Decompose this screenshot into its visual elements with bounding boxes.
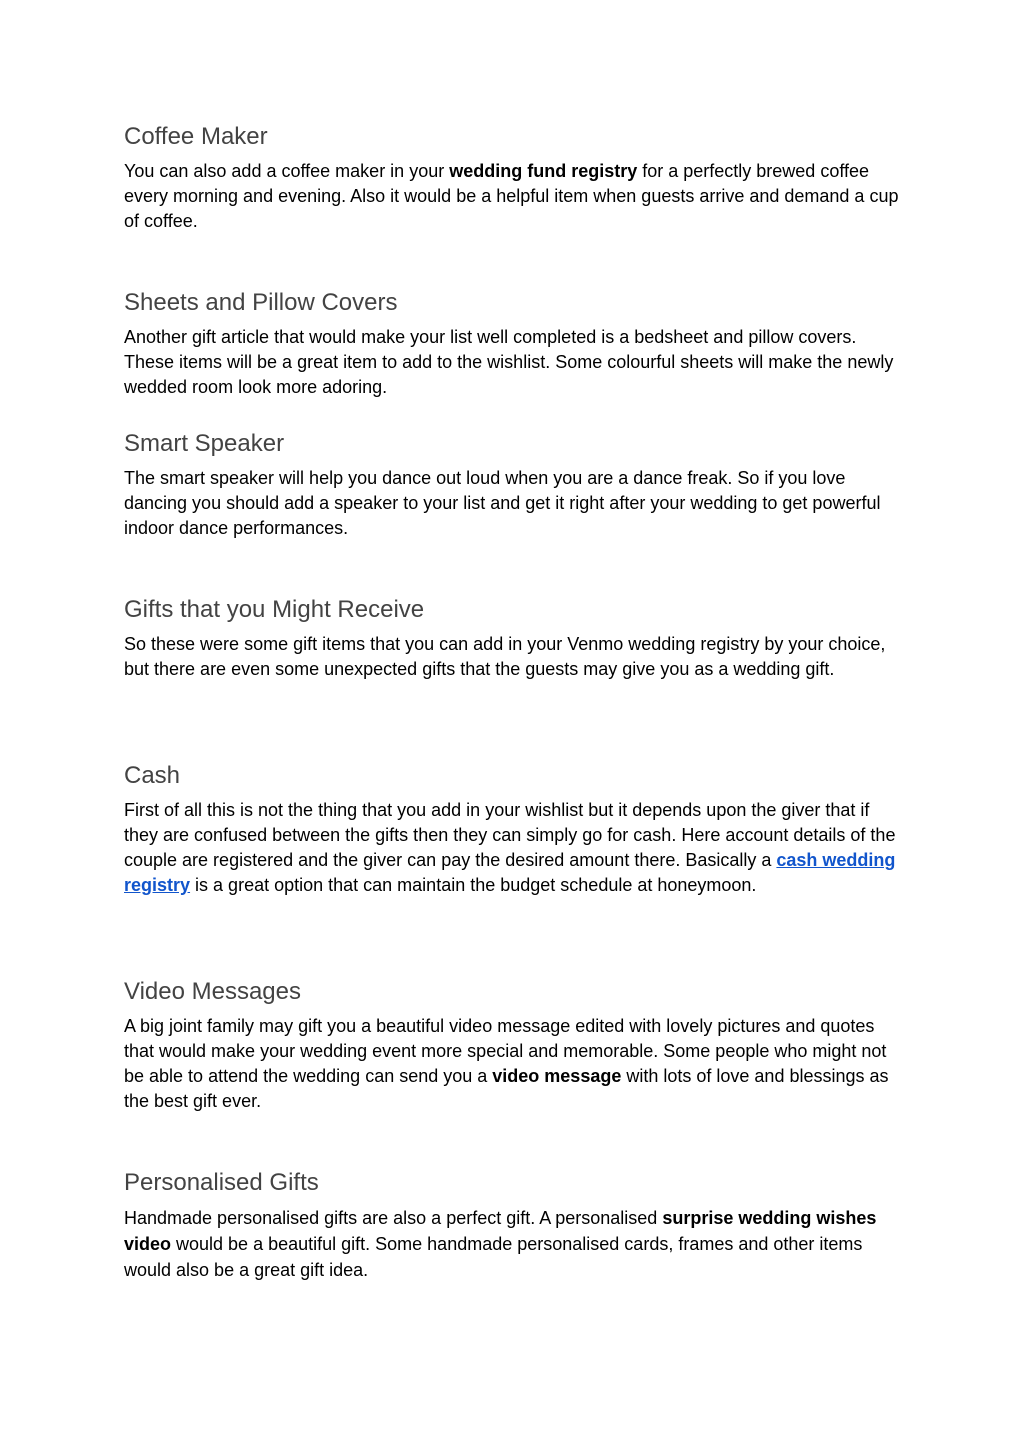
section-body: Handmade personalised gifts are also a perfect gift. A personalised surprise wedding wishes video would be a beautiful gift. Some handmade personalised cards, frames and other items would also be a great gift idea. xyxy=(124,1208,877,1280)
section-gifts-you-might-receive xyxy=(124,595,904,682)
section-coffee-maker xyxy=(124,122,904,234)
section-heading: Coffee Maker xyxy=(124,123,268,150)
section-sheets-and-pillow-covers xyxy=(124,288,904,400)
section-heading: Smart Speaker xyxy=(124,430,285,457)
section-heading: Video Messages xyxy=(124,978,301,1005)
section-body: A big joint family may gift you a beautiful video message edited with lovely pictures and quotes that would make your wedding event more special and memorable. Some people who might not be able to attend the wedding can send you a video message with lots of love and blessings as the best gift ever. xyxy=(124,1016,889,1111)
section-body: First of all this is not the thing that you add in your wishlist but it depends upon the giver that if they are confused between the gifts then they can simply go for cash. Here account details of the couple are registered and the giver can pay the desired amount there. Basically a cash wedding registry is a great option that can maintain the budget schedule at honeymoon. xyxy=(124,800,896,895)
bold-text: wedding fund registry xyxy=(449,161,638,181)
cash-wedding-registry-link[interactable]: cash wedding registry xyxy=(124,850,896,895)
section-heading: Gifts that you Might Receive xyxy=(124,596,425,623)
section-heading: Sheets and Pillow Covers xyxy=(124,289,398,316)
bold-text: video message xyxy=(492,1066,622,1086)
section-heading: Personalised Gifts xyxy=(124,1169,319,1196)
section-video-messages xyxy=(124,977,904,1114)
section-heading: Cash xyxy=(124,762,181,789)
section-smart-speaker xyxy=(124,429,904,541)
section-body: Another gift article that would make your list well completed is a bedsheet and pillow covers. These items will be a great item to add to the wishlist. Some colourful sheets will make the newly wedded room look more adoring. xyxy=(124,327,894,397)
bold-text: surprise wedding wishes video xyxy=(124,1208,877,1254)
section-cash xyxy=(124,761,904,898)
section-body: You can also add a coffee maker in your wedding fund registry for a perfectly brewed coffee every morning and evening. Also it would be a helpful item when guests arrive and demand a cup of coffee. xyxy=(124,161,899,231)
section-personalised-gifts xyxy=(124,1168,904,1283)
section-body: So these were some gift items that you can add in your Venmo wedding registry by your choice, but there are even some unexpected gifts that the guests may give you as a wedding gift. xyxy=(124,634,886,679)
section-body: The smart speaker will help you dance out loud when you are a dance freak. So if you love dancing you should add a speaker to your list and get it right after your wedding to get powerful indoor dance performances. xyxy=(124,468,881,538)
